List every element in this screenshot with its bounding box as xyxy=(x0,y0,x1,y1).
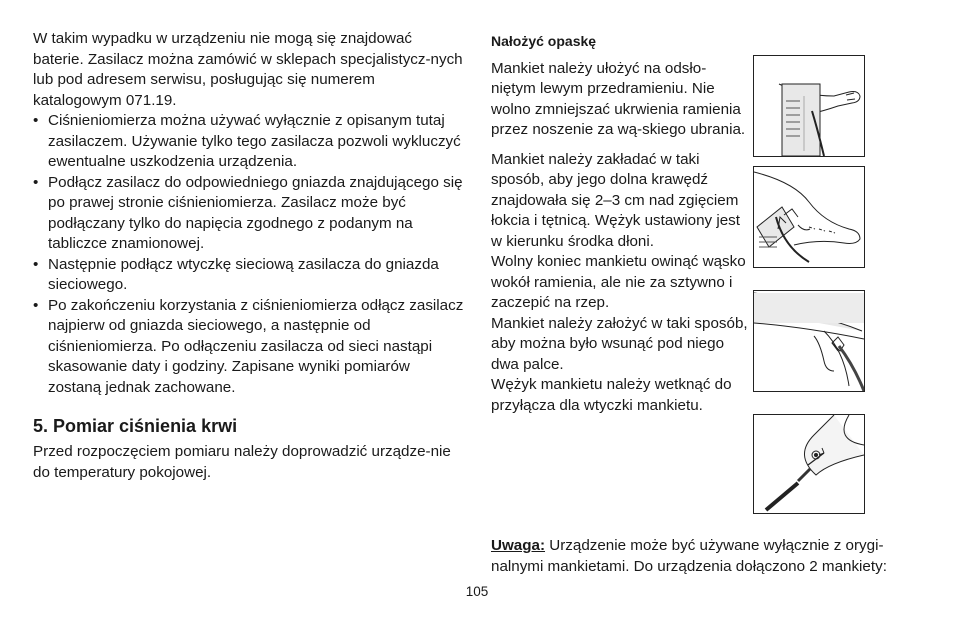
bullet-item: • Podłącz zasilacz do odpowiedniego gniazda znajdującego się po prawej stronie ciśnieniomierza. Zasilacz może być podłączany tylko do napięcia zgodnego z podanym na tabliczce znamionowej. xyxy=(33,173,465,255)
note-text: Urządzenie może być używane wyłącznie z orygi-nalnymi mankietami. Do urządzenia dołączono 2 mankiety: xyxy=(491,537,887,575)
section-title: 5. Pomiar ciśnienia krwi xyxy=(33,416,238,436)
cuff-wrapped-two-fingers-illustration xyxy=(753,290,865,392)
cuff-connector-plug-illustration xyxy=(753,414,865,514)
adapter-bullet-list xyxy=(33,111,465,398)
left-column xyxy=(33,29,465,483)
cuff-on-arm-illustration xyxy=(753,55,865,157)
bullet-item: • Następnie podłącz wtyczkę sieciową zasilacza do gniazda sieciowego. xyxy=(33,255,465,296)
instruction-paragraph: Mankiet należy założyć w taki sposób, aby można było wsunąć pod niego dwa palce. xyxy=(491,314,748,373)
bullet-item: • Po zakończeniu korzystania z ciśnieniomierza odłącz zasilacz najpierw od gniazda sieciowego, a następnie od ciśnieniomierza. Po odłączeniu zasilacza od sieci nastąpi skasowanie daty i godziny. Zapisane wyniki pomiarów zostaną jednak zachowane. xyxy=(33,296,465,399)
instruction-paragraph: Wężyk mankietu należy wetknąć do przyłącza dla wtyczki mankietu. xyxy=(491,376,732,414)
instruction-paragraph: Mankiet należy zakładać w taki sposób, aby jego dolna krawędź znajdowała się 2–3 cm nad zgięciem łokcia i tętnicą. Wężyk ustawiony jest w kierunku środka dłoni. xyxy=(491,150,740,250)
page-number: 105 xyxy=(465,584,489,599)
subheading: Nałożyć opaskę xyxy=(491,33,597,49)
bullet-item: • Ciśnieniomierza można używać wyłącznie z opisanym tutaj zasilaczem. Używanie tylko tego zasilacza pozwoli wykluczyć ewentualne uszkodzenia urządzenia. xyxy=(33,111,465,173)
cuff-position-above-elbow-illustration xyxy=(753,166,865,268)
right-column xyxy=(491,31,749,416)
intro-paragraph: W takim wypadku w urządzeniu nie mogą się znajdować baterie. Zasilacz można zamówić w sklepach specjalistycz-nych lub pod adresem serwisu, posługując się numerem katalogowym 071.19. xyxy=(33,30,463,109)
instruction-paragraph: Mankiet należy ułożyć na odsło-niętym lewym przedramieniu. Nie wolno zmniejszać ukrwienia ramienia przez noszenie za wą-skiego ubrania. xyxy=(491,59,746,138)
note-label: Uwaga: xyxy=(491,537,546,554)
note xyxy=(491,536,911,577)
instruction-paragraph: Wolny koniec mankietu owinąć wąsko wokół ramienia, ale nie za sztywno i zaczepić na rzep. xyxy=(491,253,746,311)
section-paragraph: Przed rozpoczęciem pomiaru należy doprowadzić urządze-nie do temperatury pokojowej. xyxy=(33,443,451,481)
